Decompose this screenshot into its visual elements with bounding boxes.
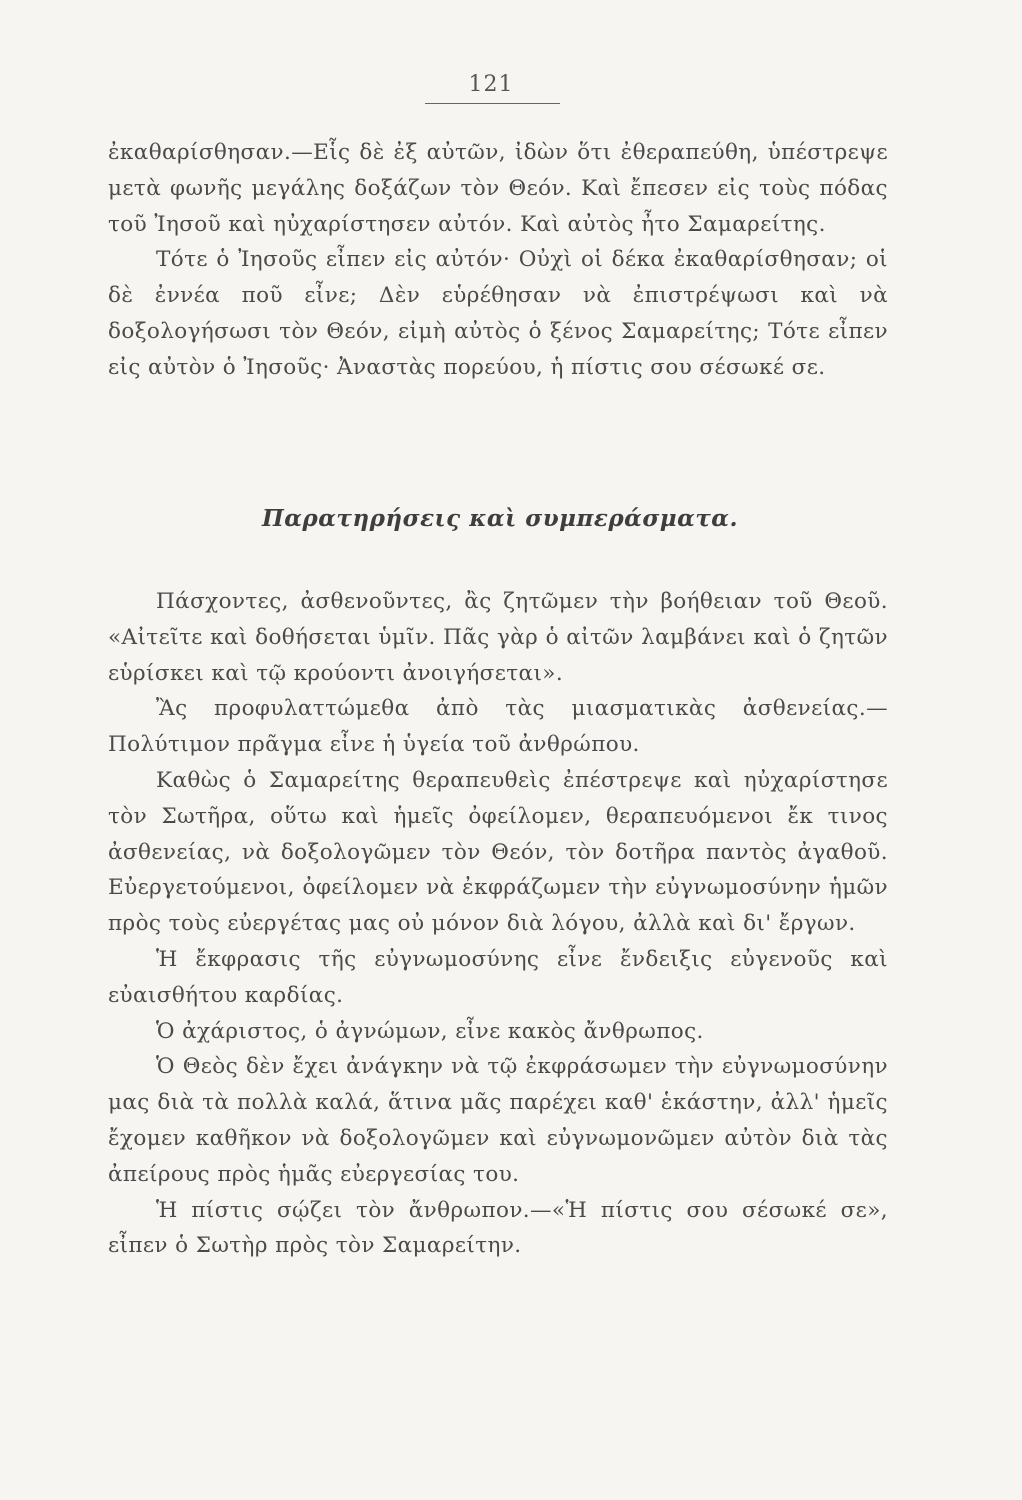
paragraph: Πάσχοντες, ἀσθενοῦντες, ἂς ζητῶμεν τὴν βοήθειαν τοῦ Θεοῦ. «Αἰτεῖτε καὶ δοθήσεται ὑμῖν. Πᾶς γὰρ ὁ αἰτῶν λαμβάνει καὶ ὁ ζητῶν εὑρίσκει καὶ τῷ κρούοντι ἀνοιγήσεται». <box>108 589 888 686</box>
paragraph: Καθὼς ὁ Σαμαρείτης θεραπευθεὶς ἐπέστρεψε καὶ ηὐχαρίστησε τὸν Σωτῆρα, οὕτω καὶ ἡμεῖς ὀφείλομεν, θεραπευόμενοι ἔκ τινος ἀσθενείας, νὰ δοξολογῶμεν τὸν Θεόν, τὸν δοτῆρα παντὸς ἀγαθοῦ. Εὐεργετούμενοι, ὀφείλομεν νὰ ἐκφράζωμεν τὴν εὐγνωμοσύνην ἡμῶν πρὸς τοὺς εὐεργέτας μας οὐ μόνον διὰ λόγου, ἀλλὰ καὶ δι' ἔργων. <box>108 767 888 937</box>
paragraph: Ἂς προφυλαττώμεθα ἀπὸ τὰς μιασματικὰς ἀσθενείας.—Πολύτιμον πρᾶγμα εἶνε ἡ ὑγεία τοῦ ἀνθρώπου. <box>108 696 888 758</box>
page-number-rule <box>425 103 560 104</box>
paragraph: Ὁ Θεὸς δὲν ἔχει ἀνάγκην νὰ τῷ ἐκφράσωμεν τὴν εὐγνωμοσύνην μας διὰ τὰ πολλὰ καλά, ἅτινα μᾶς παρέχει καθ' ἑκάστην, ἀλλ' ἡμεῖς ἔχομεν καθῆκον νὰ δοξολογῶμεν καὶ εὐγνωμονῶμεν αὐτὸν διὰ τὰς ἀπείρους πρὸς ἡμᾶς εὐεργεσίας του. <box>108 1054 888 1187</box>
bottom-text-block <box>108 584 888 1264</box>
paragraph: ἐκαθαρίσθησαν.—Εἷς δὲ ἐξ αὐτῶν, ἰδὼν ὅτι ἐθεραπεύθη, ὑπέστρεψε μετὰ φωνῆς μεγάλης δοξάζων τὸν Θεόν. Καὶ ἔπεσεν εἰς τοὺς πόδας τοῦ Ἰησοῦ καὶ ηὐχαρίστησεν αὐτόν. Καὶ αὐτὸς ἦτο Σαμαρείτης. <box>108 140 888 237</box>
paragraph: Ἡ ἔκφρασις τῆς εὐγνωμοσύνης εἶνε ἔνδειξις εὐγενοῦς καὶ εὐαισθήτου καρδίας. <box>108 946 888 1008</box>
paragraph: Ἡ πίστις σῴζει τὸν ἄνθρωπον.—«Ἡ πίστις σου σέσωκέ σε», εἶπεν ὁ Σωτὴρ πρὸς τὸν Σαμαρείτην. <box>108 1197 888 1259</box>
section-heading: Παρατηρήσεις καὶ συμπεράσματα. <box>261 505 739 532</box>
paragraph: Ὁ ἀχάριστος, ὁ ἀγνώμων, εἶνε κακὸς ἄνθρωπος. <box>156 1018 704 1044</box>
paragraph: Τότε ὁ Ἰησοῦς εἶπεν εἰς αὐτόν· Οὐχὶ οἱ δέκα ἐκαθαρίσθησαν; οἱ δὲ ἐννέα ποῦ εἶνε; Δὲν εὑρέθησαν νὰ ἐπιστρέψωσι καὶ νὰ δοξολογήσωσι τὸν Θεόν, εἰμὴ αὐτὸς ὁ ξένος Σαμαρείτης; Τότε εἶπεν εἰς αὐτὸν ὁ Ἰησοῦς· Ἀναστὰς πορεύου, ἡ πίστις σου σέσωκέ σε. <box>108 247 888 380</box>
page-number: 121 <box>468 72 514 97</box>
top-text-block <box>108 135 888 386</box>
